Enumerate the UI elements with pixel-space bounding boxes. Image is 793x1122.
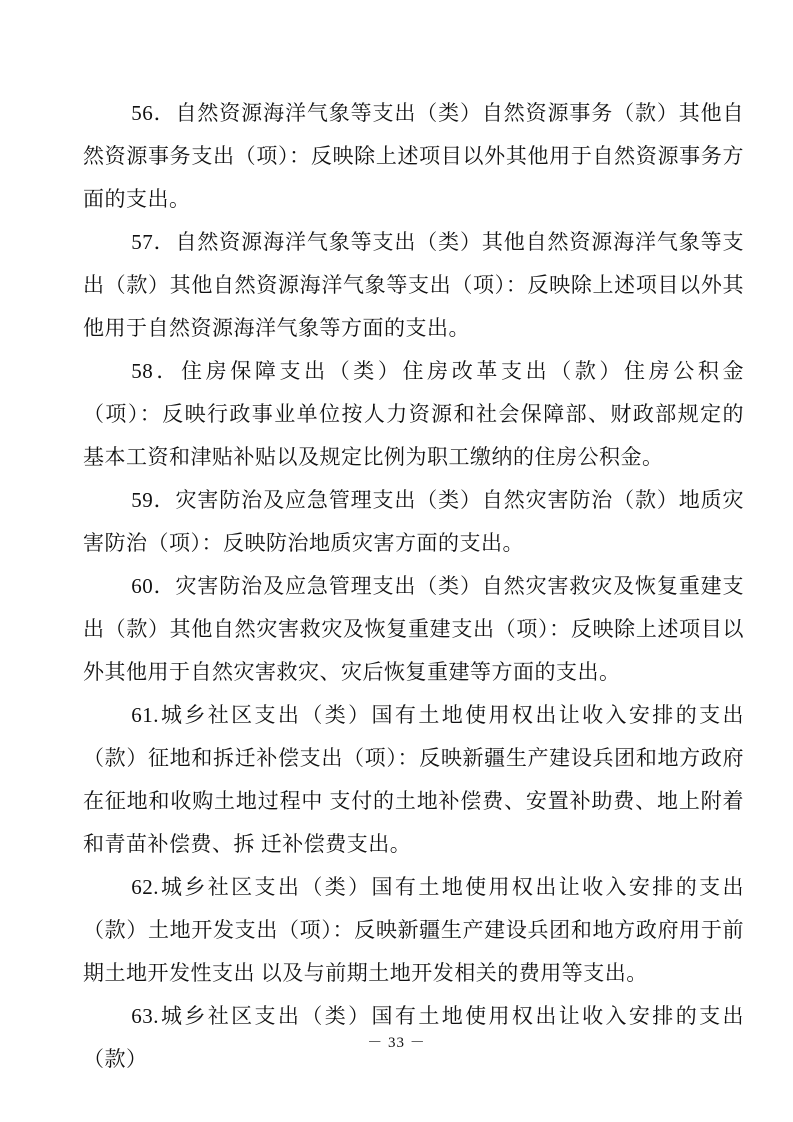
paragraph-item-62: 62.城乡社区支出（类）国有土地使用权出让收入安排的支出（款）土地开发支出（项）：反映新疆生产建设兵团和地方政府用于前期土地开发性支出 以及与前期土地开发相关的费用等支出。 <box>83 875 744 985</box>
paragraph-item-61: 61.城乡社区支出（类）国有土地使用权出让收入安排的支出（款）征地和拆迁补偿支出（项）：反映新疆生产建设兵团和地方政府在征地和收购土地过程中 支付的土地补偿费、安置补助费、地上附着和青苗补偿费、拆 迁补偿费支出。 <box>83 703 744 856</box>
paragraph-item-57: 57．自然资源海洋气象等支出（类）其他自然资源海洋气象等支出（款）其他自然资源海洋气象等支出（项）：反映除上述项目以外其他用于自然资源海洋气象等方面的支出。 <box>83 230 744 340</box>
page-number: － 33 － <box>367 1035 426 1051</box>
paragraph-item-63: 63.城乡社区支出（类）国有土地使用权出让收入安排的支出（款） <box>83 1004 744 1071</box>
paragraph-item-58: 58．住房保障支出（类）住房改革支出（款）住房公积金（项）：反映行政事业单位按人力资源和社会保障部、财政部规定的 基本工资和津贴补贴以及规定比例为职工缴纳的住房公积金。 <box>83 359 744 469</box>
paragraph-item-60: 60．灾害防治及应急管理支出（类）自然灾害救灾及恢复重建支出（款）其他自然灾害救灾及恢复重建支出（项）：反映除上述项目以外其他用于自然灾害救灾、灾后恢复重建等方面的支出。 <box>83 574 744 684</box>
document-body <box>83 92 744 1081</box>
paragraph-item-56: 56．自然资源海洋气象等支出（类）自然资源事务（款）其他自然资源事务支出（项）：反映除上述项目以外其他用于自然资源事务方面的支出。 <box>83 101 744 211</box>
paragraph-item-59: 59．灾害防治及应急管理支出（类）自然灾害防治（款）地质灾害防治（项）：反映防治地质灾害方面的支出。 <box>83 488 744 555</box>
